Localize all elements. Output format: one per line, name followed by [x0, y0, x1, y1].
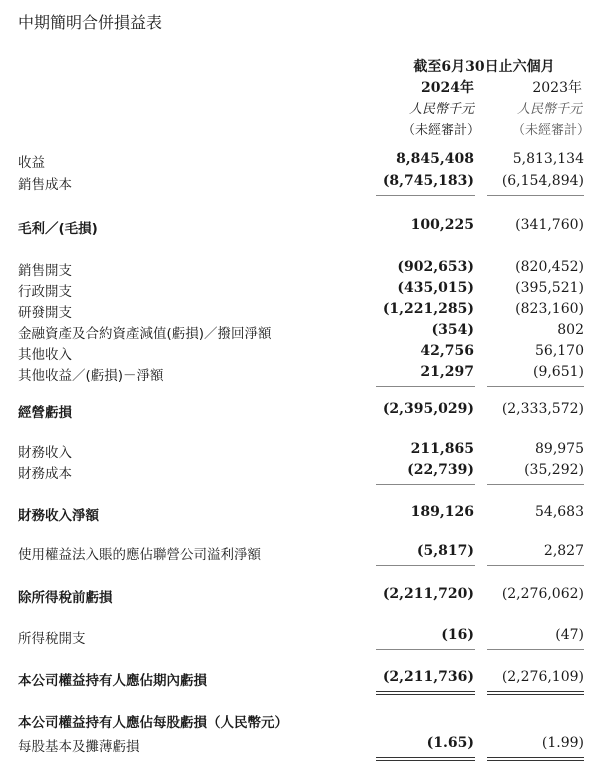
statement-row	[0, 217, 600, 238]
statement-row	[0, 173, 600, 194]
value-2024: (902,653)	[397, 259, 474, 275]
value-2023: 54,683	[535, 504, 584, 520]
value-2023: (35,292)	[524, 462, 584, 478]
value-2024: 42,756	[420, 343, 474, 359]
value-2024: (354)	[431, 322, 474, 338]
value-2024: (2,211,720)	[382, 586, 474, 602]
value-2023: (341,760)	[515, 217, 584, 233]
subtotal-rule	[376, 565, 475, 566]
row-label: 財務收入淨額	[18, 508, 99, 524]
double-underline	[376, 757, 475, 761]
value-2024: 189,126	[410, 504, 474, 520]
value-2024: 8,845,408	[396, 151, 474, 167]
audit-2024-header: （未經審計）	[401, 123, 480, 138]
value-2024: 100,225	[410, 217, 474, 233]
year-2024-header: 2024年	[421, 80, 474, 96]
subtotal-rule	[487, 386, 584, 387]
value-2023: (823,160)	[515, 301, 584, 317]
value-2024: (2,395,029)	[382, 401, 474, 417]
currency-2024-header: 人民幣千元	[408, 102, 474, 117]
subtotal-rule	[376, 649, 475, 650]
statement-row	[0, 401, 600, 422]
row-label: 其他收益／(虧損)－淨額	[18, 368, 164, 384]
statement-row	[0, 627, 600, 648]
row-label: 經營虧損	[18, 405, 72, 421]
currency-2023-header: 人民幣千元	[516, 102, 582, 117]
value-2023: 802	[557, 322, 584, 338]
value-2023: 89,975	[535, 441, 584, 457]
statement-row	[0, 711, 600, 732]
statement-row	[0, 301, 600, 322]
row-label: 銷售開支	[18, 263, 72, 279]
value-2023: (6,154,894)	[501, 173, 584, 189]
double-underline	[487, 691, 584, 695]
statement-row	[0, 322, 600, 343]
value-2023: (2,276,109)	[501, 669, 584, 685]
statement-row	[0, 543, 600, 564]
subtotal-rule	[487, 565, 584, 566]
row-label: 銷售成本	[18, 177, 72, 193]
row-label: 金融資產及合約資產減值(虧損)／撥回淨額	[18, 326, 272, 342]
value-2023: (2,333,572)	[501, 401, 584, 417]
value-2024: 21,297	[420, 364, 474, 380]
subtotal-rule	[376, 484, 475, 485]
year-2023-header: 2023年	[532, 80, 582, 96]
value-2024: (5,817)	[416, 543, 474, 559]
statement-row	[0, 364, 600, 385]
value-2023: (9,651)	[532, 364, 584, 380]
row-label: 毛利／(毛損)	[18, 221, 98, 237]
value-2024: (435,015)	[397, 280, 474, 296]
statement-row	[0, 280, 600, 301]
statement-title: 中期簡明合併損益表	[18, 13, 163, 32]
row-label: 每股基本及攤薄虧損	[18, 739, 140, 755]
value-2023: (47)	[555, 627, 584, 643]
statement-row	[0, 669, 600, 690]
value-2023: 56,170	[535, 343, 584, 359]
value-2024: (2,211,736)	[382, 669, 474, 685]
value-2024: 211,865	[410, 441, 474, 457]
subtotal-rule	[487, 649, 584, 650]
statement-row	[0, 586, 600, 607]
period-header: 截至6月30日止六個月	[413, 59, 555, 75]
row-label: 行政開支	[18, 284, 72, 300]
double-underline	[487, 757, 584, 761]
value-2024: (8,745,183)	[382, 173, 474, 189]
value-2024: (1.65)	[426, 735, 474, 751]
row-label: 財務收入	[18, 445, 72, 461]
value-2023: (2,276,062)	[501, 586, 584, 602]
row-label: 使用權益法入賬的應佔聯營公司溢利淨額	[18, 547, 261, 563]
value-2024: (22,739)	[407, 462, 474, 478]
row-label: 除所得稅前虧損	[18, 590, 113, 606]
value-2024: (1,221,285)	[382, 301, 474, 317]
value-2023: (1.99)	[541, 735, 584, 751]
subtotal-rule	[376, 386, 475, 387]
statement-row	[0, 259, 600, 280]
audit-2023-header: （未經審計）	[511, 123, 590, 138]
subtotal-rule	[376, 195, 475, 196]
statement-row	[0, 343, 600, 364]
statement-row	[0, 735, 600, 756]
value-2023: (820,452)	[515, 259, 584, 275]
row-label: 收益	[18, 155, 45, 171]
value-2023: (395,521)	[515, 280, 584, 296]
subtotal-rule	[487, 484, 584, 485]
subtotal-rule	[487, 195, 584, 196]
value-2023: 5,813,134	[512, 151, 584, 167]
statement-row	[0, 462, 600, 483]
statement-row	[0, 151, 600, 172]
value-2024: (16)	[441, 627, 474, 643]
row-label: 本公司權益持有人應佔期內虧損	[18, 673, 207, 689]
row-label: 其他收入	[18, 347, 72, 363]
row-label: 研發開支	[18, 305, 72, 321]
row-label: 所得稅開支	[18, 631, 86, 647]
statement-row	[0, 441, 600, 462]
value-2023: 2,827	[543, 543, 584, 559]
row-label: 本公司權益持有人應佔每股虧損（人民幣元）	[18, 715, 288, 731]
double-underline	[376, 691, 475, 695]
row-label: 財務成本	[18, 466, 72, 482]
statement-row	[0, 504, 600, 525]
